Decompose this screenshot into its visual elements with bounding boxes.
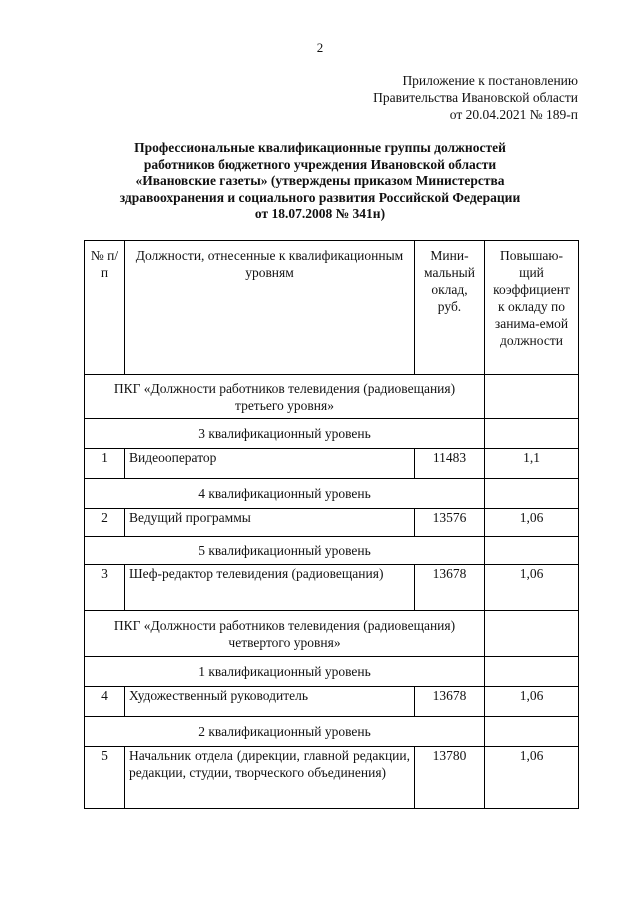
row-position: Шеф-редактор телевидения (радиовещания) xyxy=(125,565,415,611)
level-title: 3 квалификационный уровень xyxy=(85,419,485,449)
table-row xyxy=(85,687,579,717)
appendix-note xyxy=(373,72,578,123)
row-position: Художественный руководитель xyxy=(125,687,415,717)
row-salary: 13678 xyxy=(415,565,485,611)
appendix-line: Правительства Ивановской области xyxy=(373,90,578,105)
appendix-line: от 20.04.2021 № 189-п xyxy=(449,107,578,122)
header-coefficient: Повышаю-щий коэффициент к окладу по занима-емой должности xyxy=(485,241,579,375)
document-title xyxy=(100,140,540,223)
group-title: ПКГ «Должности работников телевидения (радиовещания) третьего уровня» xyxy=(85,375,485,419)
table-row xyxy=(85,565,579,611)
row-salary: 13678 xyxy=(415,687,485,717)
qualification-table xyxy=(84,240,579,809)
row-coefficient: 1,06 xyxy=(485,509,579,537)
row-num: 5 xyxy=(85,747,125,809)
header-num: № п/п xyxy=(85,241,125,375)
row-salary: 11483 xyxy=(415,449,485,479)
table-header-row xyxy=(85,241,579,375)
row-position: Начальник отдела (дирекции, главной редакции, редакции, студии, творческого объединения) xyxy=(125,747,415,809)
level-row xyxy=(85,717,579,747)
empty-cell xyxy=(485,657,579,687)
level-title: 4 квалификационный уровень xyxy=(85,479,485,509)
title-line: от 18.07.2008 № 341н) xyxy=(254,206,386,221)
group-row xyxy=(85,375,579,419)
table-row xyxy=(85,747,579,809)
group-row xyxy=(85,611,579,657)
row-num: 3 xyxy=(85,565,125,611)
row-coefficient: 1,06 xyxy=(485,687,579,717)
empty-cell xyxy=(485,479,579,509)
title-line: «Ивановские газеты» (утверждены приказом Министерства xyxy=(135,173,505,188)
row-salary: 13576 xyxy=(415,509,485,537)
empty-cell xyxy=(485,717,579,747)
level-row xyxy=(85,479,579,509)
page-number: 2 xyxy=(316,40,324,55)
row-num: 2 xyxy=(85,509,125,537)
level-title: 1 квалификационный уровень xyxy=(85,657,485,687)
table-row xyxy=(85,449,579,479)
group-title: ПКГ «Должности работников телевидения (радиовещания) четвертого уровня» xyxy=(85,611,485,657)
empty-cell xyxy=(485,537,579,565)
header-salary: Мини-мальный оклад, руб. xyxy=(415,241,485,375)
level-title: 2 квалификационный уровень xyxy=(85,717,485,747)
title-line: Профессиональные квалификационные группы должностей xyxy=(134,140,506,155)
empty-cell xyxy=(485,611,579,657)
level-row xyxy=(85,419,579,449)
row-position: Ведущий программы xyxy=(125,509,415,537)
row-salary: 13780 xyxy=(415,747,485,809)
header-position: Должности, отнесенные к квалификационным уровням xyxy=(125,241,415,375)
level-row xyxy=(85,657,579,687)
title-line: работников бюджетного учреждения Ивановской области xyxy=(143,156,497,172)
row-coefficient: 1,06 xyxy=(485,747,579,809)
level-title: 5 квалификационный уровень xyxy=(85,537,485,565)
row-num: 4 xyxy=(85,687,125,717)
row-position: Видеооператор xyxy=(125,449,415,479)
row-coefficient: 1,1 xyxy=(485,449,579,479)
appendix-line: Приложение к постановлению xyxy=(402,73,578,88)
row-coefficient: 1,06 xyxy=(485,565,579,611)
empty-cell xyxy=(485,375,579,419)
title-line: здравоохранения и социального развития Российской Федерации xyxy=(119,189,521,205)
table-row xyxy=(85,509,579,537)
level-row xyxy=(85,537,579,565)
empty-cell xyxy=(485,419,579,449)
row-num: 1 xyxy=(85,449,125,479)
